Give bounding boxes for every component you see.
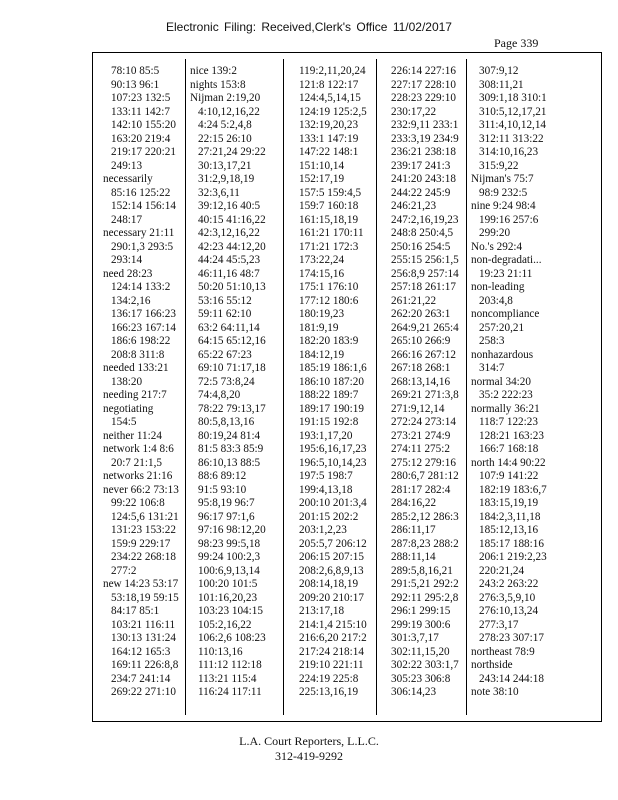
index-line: 310:5,12,17,21: [479, 105, 547, 118]
index-line: 292:11 295:2,8: [391, 591, 459, 604]
index-line: No.'s 292:4: [471, 240, 523, 253]
index-line: 195:6,16,17,23: [299, 443, 367, 455]
index-line: 293:14: [111, 254, 143, 266]
index-line: 216:6,20 217:2: [299, 632, 367, 644]
index-line: 90:13 96:1: [111, 78, 160, 91]
index-line: 91:5 93:10: [198, 483, 247, 496]
index-line: neither 11:24: [103, 429, 162, 442]
index-line: 30:13,17,21: [198, 159, 252, 172]
index-frame: [92, 52, 602, 722]
index-line: new 14:23 53:17: [103, 578, 179, 590]
index-line: 169:11 226:8,8: [111, 659, 179, 671]
index-line: 185:17 188:16: [479, 537, 544, 550]
index-line: 248:8 250:4,5: [391, 227, 454, 239]
index-line: 42:23 44:12,20: [198, 240, 266, 253]
index-line: 88:6 89:12: [198, 470, 247, 482]
index-line: 227:17 228:10: [391, 78, 456, 91]
index-line: 186:10 187:20: [299, 375, 364, 388]
index-line: 185:12,13,16: [479, 524, 539, 536]
index-line: 267:18 268:1: [391, 362, 451, 374]
index-line: 132:19,20,23: [299, 119, 359, 131]
index-line: 281:17 282:4: [391, 483, 451, 496]
index-line: 249:13: [111, 159, 143, 172]
index-line: 208:8 311:8: [111, 348, 165, 361]
index-line: 277:3,17: [479, 618, 519, 631]
index-line: 133:1 147:19: [299, 132, 359, 145]
index-line: 287:8,23 288:2: [391, 537, 459, 550]
index-line: 308:11,21: [479, 78, 524, 91]
index-line: 312:11 313:22: [479, 132, 544, 145]
index-line: 208:2,6,8,9,13: [299, 564, 364, 577]
index-line: 107:9 141:22: [479, 470, 539, 482]
index-line: 206:15 207:15: [299, 551, 364, 563]
column-divider: [185, 59, 186, 715]
index-line: 42:3,12,16,22: [198, 227, 260, 239]
index-line: 299:19 300:6: [391, 618, 451, 631]
index-line: 285:2,12 286:3: [391, 510, 459, 523]
index-line: 257:20,21: [479, 321, 525, 334]
index-column-2: [190, 65, 266, 713]
index-line: 85:16 125:22: [111, 186, 171, 199]
index-line: 264:9,21 265:4: [391, 321, 459, 334]
index-line: 265:10 266:9: [391, 335, 451, 347]
column-divider: [466, 59, 467, 715]
index-line: 65:22 67:23: [198, 348, 252, 361]
index-line: 266:16 267:12: [391, 348, 456, 361]
index-line: 314:10,16,23: [479, 146, 539, 158]
index-line: 159:9 229:17: [111, 537, 171, 550]
index-line: 107:23 132:5: [111, 92, 171, 104]
index-line: 116:24 117:11: [198, 686, 262, 698]
index-line: 199:16 257:6: [479, 213, 539, 226]
index-line: 133:11 142:7: [111, 105, 170, 118]
index-column-5: [471, 65, 547, 713]
index-line: 119:2,11,20,24: [299, 65, 366, 77]
index-line: 96:17 97:1,6: [198, 510, 255, 523]
index-line: 208:14,18,19: [299, 578, 359, 590]
index-line: 39:12,16 40:5: [198, 200, 261, 212]
index-line: 232:9,11 233:1: [391, 119, 459, 131]
index-line: 105:2,16,22: [198, 618, 252, 631]
index-column-4: [383, 65, 459, 713]
index-line: 111:12 112:18: [198, 659, 262, 671]
index-line: 157:5 159:4,5: [299, 186, 362, 199]
index-line: 142:10 155:20: [111, 119, 176, 131]
index-line: 124:4,5,14,15: [299, 92, 361, 104]
index-line: normal 34:20: [471, 375, 531, 388]
index-line: 184:12,19: [299, 348, 345, 361]
index-line: 269:22 271:10: [111, 686, 176, 698]
index-line: non-leading: [471, 281, 525, 293]
index-line: 243:14 244:18: [479, 672, 544, 685]
index-line: non-degradati...: [471, 254, 542, 266]
index-line: 20:7 21:1,5: [111, 456, 162, 469]
index-line: 100:20 101:5: [198, 578, 258, 590]
index-line: 180:19,23: [299, 308, 345, 320]
index-line: 233:3,19 234:9: [391, 132, 459, 145]
index-line: 214:1,4 215:10: [299, 618, 367, 631]
index-line: 201:15 202:2: [299, 510, 359, 523]
index-line: 230:17,22: [391, 105, 437, 118]
index-line: 302:22 303:1,7: [391, 659, 459, 671]
index-line: 80:5,8,13,16: [198, 416, 255, 428]
index-line: 307:9,12: [479, 65, 519, 77]
index-line: 305:23 306:8: [391, 672, 451, 685]
index-line: 154:5: [111, 416, 137, 428]
index-line: 35:2 222:23: [479, 389, 533, 401]
index-line: 78:10 85:5: [111, 65, 160, 77]
index-line: 203:4,8: [479, 294, 513, 307]
index-line: 186:6 198:22: [111, 335, 171, 347]
index-line: 78:22 79:13,17: [198, 402, 266, 415]
footer-company: L.A. Court Reporters, L.L.C.: [239, 734, 379, 748]
index-line: 277:2: [111, 564, 137, 577]
index-line: 152:17,19: [299, 173, 345, 185]
index-line: 234:7 241:14: [111, 672, 171, 685]
index-line: 273:21 274:9: [391, 429, 451, 442]
index-line: 213:17,18: [299, 605, 345, 617]
index-line: 53:16 55:12: [198, 294, 252, 307]
index-line: 271:9,12,14: [391, 402, 445, 415]
filing-stamp: Electronic Filing: Received,Clerk's Office 11/02/2017: [166, 20, 452, 34]
index-line: 209:20 210:17: [299, 591, 364, 604]
index-line: 306:14,23: [391, 686, 437, 698]
index-line: 289:5,8,16,21: [391, 564, 453, 577]
index-line: 225:13,16,19: [299, 686, 359, 698]
index-line: 189:17 190:19: [299, 402, 364, 415]
index-line: 174:15,16: [299, 267, 345, 280]
index-line: 217:24 218:14: [299, 645, 364, 658]
index-column-1: [103, 65, 179, 713]
column-divider: [283, 59, 284, 715]
index-line: 171:21 172:3: [299, 240, 359, 253]
index-line: 203:1,2,23: [299, 524, 347, 536]
index-line: nice 139:2: [190, 65, 237, 77]
index-line: 220:21,24: [479, 564, 525, 577]
index-line: 19:23 21:11: [479, 267, 533, 280]
index-line: 193:1,17,20: [299, 429, 353, 442]
index-line: never 66:2 73:13: [103, 483, 179, 496]
index-line: 261:21,22: [391, 294, 437, 307]
index-line: 183:15,19,19: [479, 497, 539, 509]
index-line: 95:8,19 96:7: [198, 497, 255, 509]
index-line: 182:19 183:6,7: [479, 483, 547, 496]
index-line: note 38:10: [471, 686, 519, 698]
index-line: 59:11 62:10: [198, 308, 252, 320]
index-line: 98:9 232:5: [479, 186, 528, 199]
index-line: 118:7 122:23: [479, 416, 538, 428]
index-line: 205:5,7 206:12: [299, 537, 367, 550]
index-line: 272:24 273:14: [391, 416, 456, 428]
index-line: 302:11,15,20: [391, 645, 450, 658]
footer-phone: 312-419-9292: [275, 749, 343, 763]
index-line: 164:12 165:3: [111, 645, 171, 658]
index-line: 138:20: [111, 375, 143, 388]
index-line: 256:8,9 257:14: [391, 267, 459, 280]
index-line: 184:2,3,11,18: [479, 510, 541, 523]
index-line: 101:16,20,23: [198, 591, 258, 604]
index-line: 173:22,24: [299, 254, 345, 266]
index-line: 86:10,13 88:5: [198, 456, 261, 469]
index-line: 46:11,16 48:7: [198, 267, 260, 280]
index-line: 197:5 198:7: [299, 470, 353, 482]
index-line: 250:16 254:5: [391, 240, 451, 253]
index-line: 269:21 271:3,8: [391, 389, 459, 401]
index-line: 40:15 41:16,22: [198, 213, 266, 226]
index-line: 74:4,8,20: [198, 389, 241, 401]
index-line: 161:21 170:11: [299, 227, 364, 239]
index-line: 64:15 65:12,16: [198, 335, 266, 347]
index-line: 219:17 220:21: [111, 146, 176, 158]
index-line: 288:11,14: [391, 551, 436, 563]
index-column-3: [291, 65, 367, 713]
index-line: 100:6,9,13,14: [198, 564, 260, 577]
index-line: 63:2 64:11,14: [198, 321, 260, 334]
index-line: 278:23 307:17: [479, 632, 544, 644]
index-line: nonhazardous: [471, 348, 534, 361]
index-line: 131:23 153:22: [111, 524, 176, 536]
index-line: 182:20 183:9: [299, 335, 359, 347]
index-line: 53:18,19 59:15: [111, 591, 179, 604]
index-line: 4:24 5:2,4,8: [198, 119, 252, 131]
index-line: 296:1 299:15: [391, 605, 451, 617]
index-line: 31:2,9,18,19: [198, 173, 255, 185]
index-line: 124:14 133:2: [111, 281, 171, 293]
index-line: 32:3,6,11: [198, 186, 240, 199]
index-line: 103:23 104:15: [198, 605, 263, 617]
index-line: 301:3,7,17: [391, 632, 439, 644]
index-line: 163:20 219:4: [111, 132, 171, 145]
index-line: 69:10 71:17,18: [198, 362, 266, 374]
index-line: 124:5,6 131:21: [111, 510, 179, 523]
index-line: 27:21,24 29:22: [198, 146, 266, 158]
index-line: 236:21 238:18: [391, 146, 456, 158]
index-line: normally 36:21: [471, 402, 540, 415]
index-line: 291:5,21 292:2: [391, 578, 459, 590]
index-line: 206:1 219:2,23: [479, 551, 547, 563]
index-line: 246:21,23: [391, 200, 437, 212]
index-line: networks 21:16: [103, 470, 173, 482]
index-line: 188:22 189:7: [299, 389, 359, 401]
index-line: 124:19 125:2,5: [299, 105, 367, 118]
index-line: 315:9,22: [479, 159, 519, 172]
index-line: 248:17: [111, 213, 143, 226]
index-line: 72:5 73:8,24: [198, 375, 255, 388]
index-line: 309:1,18 310:1: [479, 92, 547, 104]
index-line: 44:24 45:5,23: [198, 254, 261, 266]
index-line: needing 217:7: [103, 389, 167, 401]
index-line: negotiating: [103, 402, 154, 415]
index-line: 268:13,14,16: [391, 375, 451, 388]
index-line: 274:11 275:2: [391, 443, 450, 455]
index-line: nights 153:8: [190, 78, 246, 91]
index-line: 81:5 83:3 85:9: [198, 443, 264, 455]
index-line: needed 133:21: [103, 362, 169, 374]
index-line: 181:9,19: [299, 321, 339, 334]
index-line: nine 9:24 98:4: [471, 200, 536, 212]
index-line: 262:20 263:1: [391, 308, 451, 320]
index-line: 84:17 85:1: [111, 605, 160, 617]
index-line: northside: [471, 659, 513, 671]
index-line: need 28:23: [103, 267, 153, 280]
index-line: 113:21 115:4: [198, 672, 257, 685]
index-line: 280:6,7 281:12: [391, 470, 459, 482]
index-line: noncompliance: [471, 308, 540, 320]
index-line: 284:16,22: [391, 497, 437, 509]
index-line: 286:11,17: [391, 524, 436, 536]
index-line: 275:12 279:16: [391, 456, 456, 469]
index-line: 311:4,10,12,14: [479, 119, 547, 131]
index-line: necessarily: [103, 173, 153, 185]
index-line: 103:21 116:11: [111, 618, 176, 631]
index-line: 224:19 225:8: [299, 672, 359, 685]
index-line: 234:22 268:18: [111, 551, 176, 563]
index-line: 106:2,6 108:23: [198, 632, 266, 644]
index-line: network 1:4 8:6: [103, 443, 174, 455]
index-line: 4:10,12,16,22: [198, 105, 260, 118]
index-line: north 14:4 90:22: [471, 456, 546, 469]
page-number: Page 339: [494, 36, 539, 50]
index-line: 244:22 245:9: [391, 186, 451, 199]
index-line: 200:10 201:3,4: [299, 497, 367, 509]
index-line: 130:13 131:24: [111, 632, 176, 644]
index-line: 255:15 256:1,5: [391, 254, 459, 266]
index-line: 196:5,10,14,23: [299, 456, 367, 469]
index-line: 121:8 122:17: [299, 78, 359, 91]
index-line: 276:3,5,9,10: [479, 591, 536, 604]
index-line: 175:1 176:10: [299, 281, 359, 293]
index-line: 239:17 241:3: [391, 159, 451, 172]
index-line: 134:2,16: [111, 294, 151, 307]
index-line: 226:14 227:16: [391, 65, 456, 77]
index-line: 314:7: [479, 362, 505, 374]
index-line: northeast 78:9: [471, 645, 535, 658]
index-line: 166:23 167:14: [111, 321, 176, 334]
index-line: 110:13,16: [198, 645, 243, 658]
index-line: 228:23 229:10: [391, 92, 456, 104]
index-line: necessary 21:11: [103, 227, 175, 239]
index-line: 99:24 100:2,3: [198, 551, 261, 563]
index-line: 185:19 186:1,6: [299, 362, 367, 374]
index-line: 97:16 98:12,20: [198, 524, 266, 536]
index-line: 177:12 180:6: [299, 294, 359, 307]
index-line: 98:23 99:5,18: [198, 537, 261, 550]
index-line: 22:15 26:10: [198, 132, 252, 145]
index-line: 276:10,13,24: [479, 605, 539, 617]
column-divider: [376, 59, 377, 715]
index-line: 219:10 221:11: [299, 659, 364, 671]
index-line: 258:3: [479, 335, 505, 347]
index-line: 161:15,18,19: [299, 213, 359, 226]
index-line: 152:14 156:14: [111, 200, 176, 212]
index-line: 241:20 243:18: [391, 173, 456, 185]
index-line: 151:10,14: [299, 159, 345, 172]
index-line: 247:2,16,19,23: [391, 213, 459, 226]
index-line: 257:18 261:17: [391, 281, 456, 293]
index-line: 243:2 263:22: [479, 578, 539, 590]
index-line: 299:20: [479, 227, 511, 239]
index-line: 199:4,13,18: [299, 483, 353, 496]
index-line: 147:22 148:1: [299, 146, 359, 158]
index-line: 136:17 166:23: [111, 308, 176, 320]
index-line: 99:22 106:8: [111, 497, 165, 509]
index-line: 159:7 160:18: [299, 200, 359, 212]
index-line: 80:19,24 81:4: [198, 429, 261, 442]
index-line: 191:15 192:8: [299, 416, 359, 428]
index-line: Nijman's 75:7: [471, 173, 534, 185]
index-line: 166:7 168:18: [479, 443, 539, 455]
index-line: 290:1,3 293:5: [111, 240, 174, 253]
index-line: 128:21 163:23: [479, 429, 544, 442]
index-line: Nijman 2:19,20: [190, 92, 261, 104]
index-line: 50:20 51:10,13: [198, 281, 266, 293]
